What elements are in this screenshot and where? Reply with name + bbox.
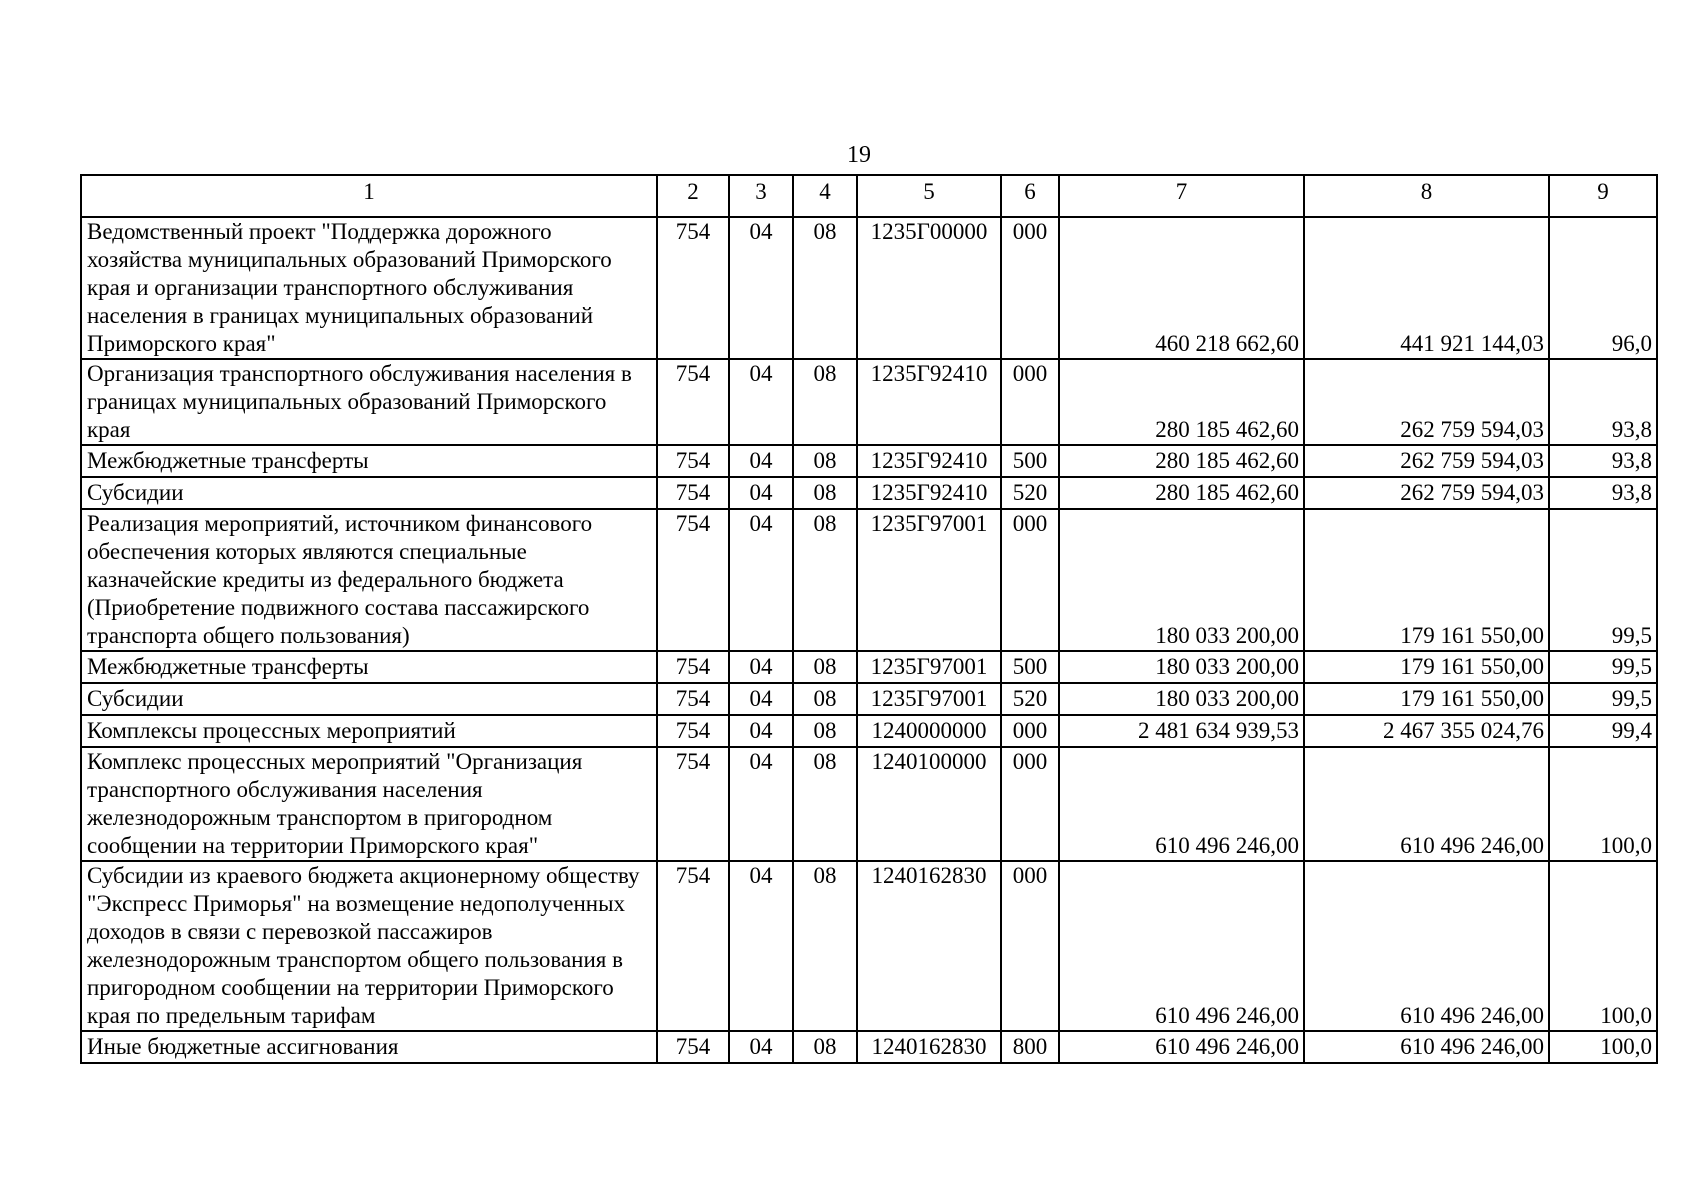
cell-col3: 04	[729, 445, 793, 477]
cell-col8: 610 496 246,00	[1304, 1031, 1549, 1063]
cell-col6: 000	[1001, 359, 1059, 445]
cell-col8: 2 467 355 024,76	[1304, 715, 1549, 747]
cell-col3: 04	[729, 359, 793, 445]
row-name: Организация транспортного обслуживания населения в границах муниципальных образований Приморского края	[81, 359, 657, 445]
cell-col3: 04	[729, 217, 793, 359]
cell-col7: 2 481 634 939,53	[1059, 715, 1304, 747]
cell-col4: 08	[793, 861, 857, 1031]
row-name: Субсидии	[81, 683, 657, 715]
cell-col8: 179 161 550,00	[1304, 651, 1549, 683]
cell-col6: 000	[1001, 509, 1059, 651]
cell-col6: 000	[1001, 747, 1059, 861]
cell-col5: 1235Г97001	[857, 509, 1001, 651]
cell-col7: 280 185 462,60	[1059, 359, 1304, 445]
column-header: 1	[81, 175, 657, 217]
cell-col7: 180 033 200,00	[1059, 509, 1304, 651]
cell-col4: 08	[793, 1031, 857, 1063]
cell-col4: 08	[793, 445, 857, 477]
cell-col7: 610 496 246,00	[1059, 747, 1304, 861]
cell-col7: 610 496 246,00	[1059, 861, 1304, 1031]
cell-col5: 1240000000	[857, 715, 1001, 747]
cell-col4: 08	[793, 651, 857, 683]
cell-col5: 1240162830	[857, 1031, 1001, 1063]
cell-col8: 610 496 246,00	[1304, 747, 1549, 861]
cell-col2: 754	[657, 477, 729, 509]
cell-col6: 520	[1001, 683, 1059, 715]
column-header: 4	[793, 175, 857, 217]
cell-col4: 08	[793, 715, 857, 747]
cell-col2: 754	[657, 683, 729, 715]
table-row	[81, 651, 1657, 683]
cell-col9: 100,0	[1549, 1031, 1657, 1063]
cell-col2: 754	[657, 217, 729, 359]
cell-col5: 1235Г92410	[857, 359, 1001, 445]
cell-col8: 262 759 594,03	[1304, 445, 1549, 477]
cell-col5: 1235Г97001	[857, 651, 1001, 683]
row-name: Комплексы процессных мероприятий	[81, 715, 657, 747]
cell-col9: 93,8	[1549, 359, 1657, 445]
cell-col4: 08	[793, 217, 857, 359]
table-row	[81, 217, 1657, 359]
cell-col7: 180 033 200,00	[1059, 651, 1304, 683]
cell-col5: 1235Г00000	[857, 217, 1001, 359]
cell-col3: 04	[729, 1031, 793, 1063]
cell-col4: 08	[793, 509, 857, 651]
table-row	[81, 747, 1657, 861]
table-row	[81, 359, 1657, 445]
column-header: 6	[1001, 175, 1059, 217]
cell-col3: 04	[729, 747, 793, 861]
table-row	[81, 445, 1657, 477]
column-header: 9	[1549, 175, 1657, 217]
row-name: Комплекс процессных мероприятий "Организация транспортного обслуживания населения железнодорожным транспортом в пригородном сообщении на территории Приморского края"	[81, 747, 657, 861]
row-name: Межбюджетные трансферты	[81, 651, 657, 683]
cell-col9: 93,8	[1549, 477, 1657, 509]
cell-col3: 04	[729, 651, 793, 683]
budget-table	[80, 174, 1658, 1064]
cell-col2: 754	[657, 1031, 729, 1063]
row-name: Реализация мероприятий, источником финансового обеспечения которых являются специальные казначейские кредиты из федерального бюджета (Приобретение подвижного состава пассажирского транспорта общего пользования)	[81, 509, 657, 651]
cell-col5: 1240162830	[857, 861, 1001, 1031]
column-header: 8	[1304, 175, 1549, 217]
cell-col2: 754	[657, 509, 729, 651]
cell-col2: 754	[657, 747, 729, 861]
cell-col8: 179 161 550,00	[1304, 509, 1549, 651]
row-name: Субсидии из краевого бюджета акционерному обществу "Экспресс Приморья" на возмещение недополученных доходов в связи с перевозкой пассажиров железнодорожным транспортом общего пользования в пригородном сообщении на территории Приморского края по предельным тарифам	[81, 861, 657, 1031]
cell-col2: 754	[657, 715, 729, 747]
column-header: 2	[657, 175, 729, 217]
row-name: Иные бюджетные ассигнования	[81, 1031, 657, 1063]
cell-col8: 262 759 594,03	[1304, 359, 1549, 445]
cell-col9: 93,8	[1549, 445, 1657, 477]
cell-col5: 1240100000	[857, 747, 1001, 861]
cell-col4: 08	[793, 747, 857, 861]
cell-col6: 500	[1001, 651, 1059, 683]
cell-col6: 000	[1001, 861, 1059, 1031]
table-row	[81, 683, 1657, 715]
column-header: 3	[729, 175, 793, 217]
table-row	[81, 715, 1657, 747]
row-name: Межбюджетные трансферты	[81, 445, 657, 477]
row-name: Ведомственный проект "Поддержка дорожного хозяйства муниципальных образований Приморского края и организации транспортного обслуживания населения в границах муниципальных образований Приморского края"	[81, 217, 657, 359]
cell-col7: 610 496 246,00	[1059, 1031, 1304, 1063]
column-header: 7	[1059, 175, 1304, 217]
cell-col3: 04	[729, 715, 793, 747]
cell-col2: 754	[657, 651, 729, 683]
cell-col3: 04	[729, 683, 793, 715]
cell-col8: 610 496 246,00	[1304, 861, 1549, 1031]
cell-col6: 800	[1001, 1031, 1059, 1063]
cell-col9: 99,5	[1549, 683, 1657, 715]
cell-col3: 04	[729, 477, 793, 509]
cell-col9: 99,5	[1549, 651, 1657, 683]
table-row	[81, 1031, 1657, 1063]
cell-col9: 100,0	[1549, 861, 1657, 1031]
cell-col7: 180 033 200,00	[1059, 683, 1304, 715]
cell-col6: 520	[1001, 477, 1059, 509]
page-number: 19	[847, 142, 871, 168]
cell-col9: 99,4	[1549, 715, 1657, 747]
cell-col8: 179 161 550,00	[1304, 683, 1549, 715]
cell-col7: 460 218 662,60	[1059, 217, 1304, 359]
table-row	[81, 861, 1657, 1031]
cell-col9: 96,0	[1549, 217, 1657, 359]
row-name: Субсидии	[81, 477, 657, 509]
cell-col4: 08	[793, 477, 857, 509]
cell-col8: 262 759 594,03	[1304, 477, 1549, 509]
cell-col3: 04	[729, 509, 793, 651]
cell-col5: 1235Г92410	[857, 445, 1001, 477]
cell-col3: 04	[729, 861, 793, 1031]
cell-col7: 280 185 462,60	[1059, 477, 1304, 509]
cell-col6: 000	[1001, 217, 1059, 359]
cell-col6: 000	[1001, 715, 1059, 747]
table-row	[81, 477, 1657, 509]
cell-col6: 500	[1001, 445, 1059, 477]
cell-col8: 441 921 144,03	[1304, 217, 1549, 359]
cell-col9: 99,5	[1549, 509, 1657, 651]
cell-col7: 280 185 462,60	[1059, 445, 1304, 477]
cell-col9: 100,0	[1549, 747, 1657, 861]
table-row	[81, 509, 1657, 651]
cell-col5: 1235Г97001	[857, 683, 1001, 715]
cell-col2: 754	[657, 861, 729, 1031]
table-header-row	[81, 175, 1657, 217]
cell-col4: 08	[793, 683, 857, 715]
column-header: 5	[857, 175, 1001, 217]
cell-col2: 754	[657, 359, 729, 445]
cell-col5: 1235Г92410	[857, 477, 1001, 509]
cell-col2: 754	[657, 445, 729, 477]
cell-col4: 08	[793, 359, 857, 445]
